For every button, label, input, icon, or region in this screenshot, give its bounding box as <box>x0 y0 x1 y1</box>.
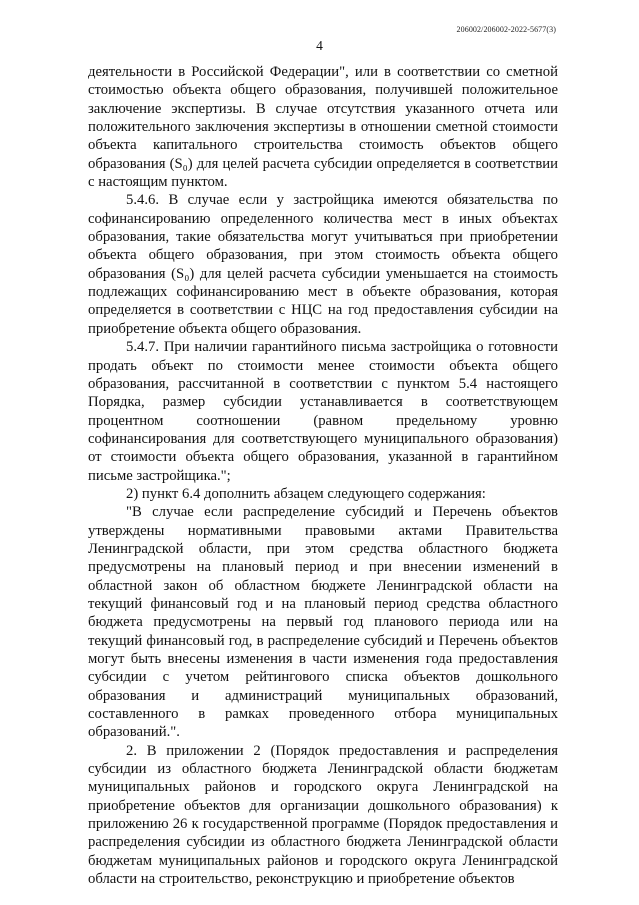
paragraph-5-4-7: 5.4.7. При наличии гарантийного письма застройщика о готовности продать объект по стоимости менее стоимости объекта общего образования, рассчитанной в соответствии с пунктом 5.4 настоящего Порядка, размер субсидии устанавливается в соответствующем процентном соотношении (равном предельному уровню софинансирования для соответствующего муниципального образования) от стоимости объекта общего образования, указанной в гарантийном письме застройщика."; <box>88 339 558 484</box>
document-body <box>88 63 558 888</box>
document-id: 206002/206002-2022-5677(3) <box>456 25 556 34</box>
paragraph-item-2: 2) пункт 6.4 дополнить абзацем следующего содержания: <box>126 485 486 502</box>
page-number: 4 <box>316 38 323 53</box>
paragraph-5-4-6: 5.4.6. В случае если у застройщика имеются обязательства по софинансированию определенного количества мест в иных объектах образования, такие обязательства могут учитываться при приобретении объекта общего образования, при этом стоимость объекта общего образования (S₀) для целей расчета субсидии уменьшается на стоимость подлежащих софинансированию мест в объекте образования, которая определяется в соответствии с НЦС на год предоставления субсидии на приобретение объекта общего образования. <box>88 192 558 337</box>
paragraph-continuation: деятельности в Российской Федерации", или в соответствии со сметной стоимостью объекта общего образования, получившей положительное заключение экспертизы. В случае отсутствия указанного отчета или положительного заключения экспертизы в отношении сметной стоимости объекта капитального строительства стоимость объектов общего образования (S₀) для целей расчета субсидии определяется в соответствии с настоящим пунктом. <box>88 64 558 191</box>
paragraph-appendix-2: 2. В приложении 2 (Порядок предоставления и распределения субсидии из областного бюджета Ленинградской области бюджетам муниципальных районов и городского округа Ленинградской на приобретение объектов для организации дошкольного образования) к приложению 26 к государственной программе (Порядок предоставления и распределения субсидии из областного бюджета Ленинградской области бюджетам муниципальных районов и городского округа Ленинградской области на строительство, реконструкцию и приобретение объектов <box>88 742 558 888</box>
paragraph-quoted-amendment: "В случае если распределение субсидий и Перечень объектов утверждены нормативными правовыми актами Правительства Ленинградской области, при этом средства областного бюджета предусмотрены на плановый период и при внесении изменений в областной закон об областном бюджете Ленинградской области на текущий финансовый год и на плановый период средства областного бюджета предусмотрены на первый год планового периода или на текущий финансовый год, в распределение субсидий и Перечень объектов могут быть внесены изменения в части изменения года предоставления субсидии с учетом рейтингового списка объектов дошкольного образования и администраций муниципальных образований, составленного в рамках проведенного отбора муниципальных образований.". <box>88 504 558 741</box>
